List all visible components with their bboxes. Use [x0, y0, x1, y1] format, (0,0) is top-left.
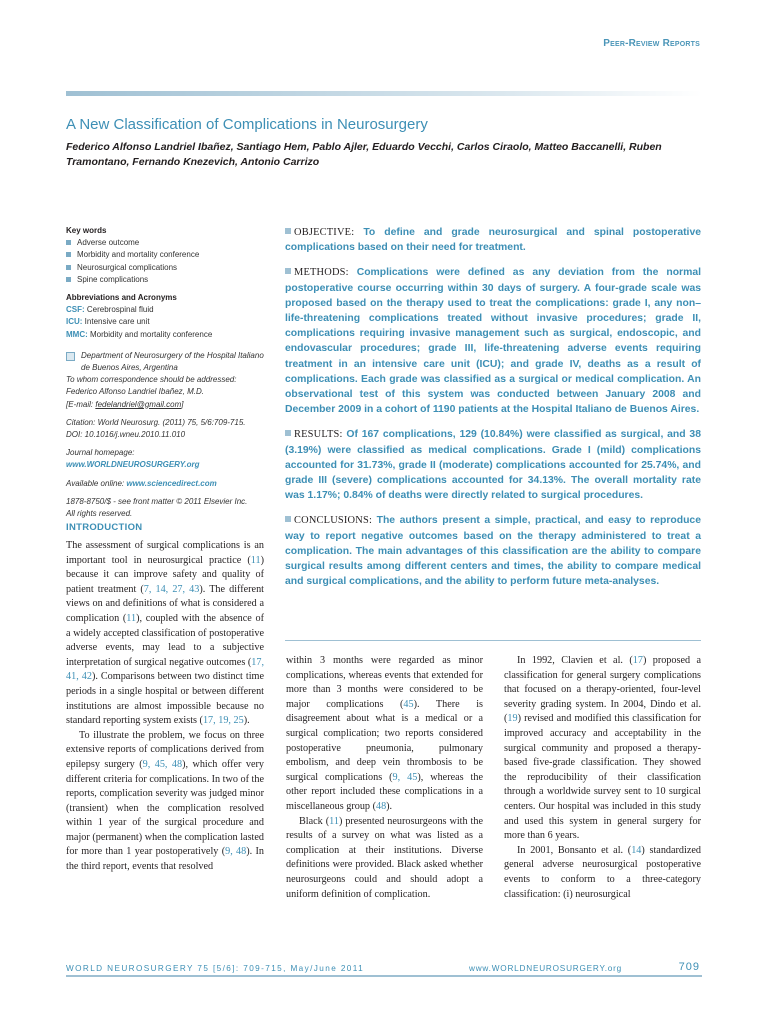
square-bullet-icon [285, 430, 291, 436]
journal-homepage-label: Journal homepage: [66, 448, 135, 458]
abbreviation-item [66, 329, 266, 341]
email-link[interactable]: fedelandriel@gmail.com [95, 399, 182, 409]
abstract-text: Of 167 complications, 129 (10.84%) were classified as surgical, and 38 (3.19%) were classified as medical complications. Grade I (mild) complications accounted for 31.73%, grade II (moderate) complications accounted for 25.74%, and grade III (severe) complications accounted for 34.13%. The overall mortality rate was 1.17%; 0.84% of deaths were directly related to surgical procedures. [285, 429, 701, 502]
email-suffix: ] [181, 399, 184, 409]
abbreviation-key: MMC: [66, 329, 88, 339]
sciencedirect-link[interactable]: www.sciencedirect.com [126, 478, 217, 488]
abbreviations-heading: Abbreviations and Acronyms [66, 293, 177, 303]
abstract-label: METHODS: [294, 267, 349, 279]
reference-link[interactable]: 11 [250, 554, 261, 566]
section-label: Peer-Review Reports [603, 38, 700, 49]
doi-line: DOI: 10.1016/j.wneu.2010.11.010 [66, 430, 186, 440]
abstract-objective [285, 225, 701, 255]
abbreviation-value: Morbidity and mortality conference [87, 329, 213, 339]
reference-link[interactable]: 45 [403, 698, 414, 710]
reference-link[interactable]: 17 [632, 655, 643, 666]
reference-link[interactable]: 17, 19, 25 [202, 715, 244, 727]
body-column-1 [66, 539, 264, 875]
abstract-text: Complications were defined as any deviation from the normal postoperative course occurring within 30 days of surgery. A four-grade scale was proposed based on the therapy used to treat the complications: grade I, any non–life-threatening complications treated without invasive procedures; grade II, complications requiring invasive management such as surgical, endoscopic, and endovascular procedures; grade III, life-threatening adverse events requiring treatment in an intensive care unit (ICU); and grade IV, deaths as a result of complications. Each grade was classified as a surgical or medical complication. An observational test of this system was conducted between January 2008 and December 2009 in a cohort of 1190 patients at the Hospital Italiano de Buenos Aires. [285, 267, 702, 416]
journal-homepage [66, 447, 266, 471]
article-metadata [66, 225, 266, 520]
keyword-item: Adverse outcome [66, 237, 266, 249]
reference-link[interactable]: 9, 48 [225, 846, 247, 858]
keyword-item: Morbidity and mortality conference [66, 249, 266, 261]
abstract-text: The authors present a simple, practical, and easy to reproduce way to report negative outcomes based on the therapy administered to treat a complication. The main advantages of this classification are the ability to compare surgical results among different centers and times, the ability to compare medical and surgical complications, and the ability to perform future meta-analyses. [285, 515, 701, 588]
body-paragraph: In 2001, Bonsanto et al. (14) standardized general adverse neurosurgical postoperative events to conform to a three-category classification: (i) neurosurgical [504, 844, 701, 900]
rights-line: All rights reserved. [66, 509, 133, 519]
abbreviation-value: Cerebrospinal fluid [84, 305, 154, 315]
affiliation-text: Department of Neurosurgery of the Hospital Italiano de Buenos Aires, Argentina [81, 350, 264, 373]
section-heading-introduction: INTRODUCTION [66, 522, 143, 533]
footer-website[interactable]: www.WORLDNEUROSURGERY.org [469, 964, 622, 973]
body-column-2 [286, 654, 483, 902]
affiliation-block [66, 350, 266, 374]
abstract-divider [285, 640, 701, 641]
abbreviation-key: ICU: [66, 317, 83, 327]
reference-link[interactable]: 19 [507, 713, 518, 725]
abbreviation-key: CSF: [66, 305, 85, 315]
available-online-label: Available online: [66, 478, 127, 488]
reference-link[interactable]: 14 [631, 844, 642, 856]
footer-rule [66, 975, 702, 977]
keyword-item: Neurosurgical complications [66, 262, 266, 274]
reference-link[interactable]: 9, 45, 48 [142, 758, 183, 770]
abstract-methods [285, 265, 701, 417]
reference-link[interactable]: 7, 14, 27, 43 [143, 583, 200, 595]
square-bullet-icon [285, 516, 291, 522]
author-list: Federico Alfonso Landriel Ibañez, Santiago Hem, Pablo Ajler, Eduardo Vecchi, Carlos Ciraolo, Matteo Baccanelli, Ruben Tramontano, Fernando Knezevich, Antonio Carrizo [66, 141, 662, 168]
abstract-text: To define and grade neurosurgical and spinal postoperative complications based on their need for treatment. [285, 227, 702, 254]
keyword-item: Spine complications [66, 274, 266, 286]
body-paragraph: In 1992, Clavien et al. (17) proposed a classification for general surgery complications that focused on a therapy-oriented, four-level severity grading system. In 2004, Dindo et al. (19) revised and modified this classification for improved accuracy and acceptability in the surgical community and proposed a therapy-based five-grade classification. They showed the reproducibility of their classification through a worldwide survey sent to 10 surgical centers. Our hospital was included in this study and used this system in general surgery for more than 6 years. [504, 655, 701, 842]
footer-journal-citation: WORLD NEUROSURGERY 75 [5/6]: 709-715, May/June 2011 [66, 964, 365, 973]
correspondence-line: To whom correspondence should be addressed: [66, 375, 237, 385]
header-rule [66, 91, 702, 96]
reference-link[interactable]: 48 [375, 800, 387, 812]
abbreviation-item [66, 304, 266, 316]
keywords-heading: Key words [66, 226, 107, 235]
reference-link[interactable]: 11 [329, 815, 339, 827]
copyright-line: 1878-8750/$ - see front matter © 2011 Elsevier Inc. [66, 496, 248, 506]
email-prefix: [E-mail: [66, 399, 96, 409]
body-column-3 [504, 654, 701, 902]
body-paragraph: Black (11) presented neurosurgeons with the results of a survey on what was listed as a complication at their institutions. Diverse definitions were provided. Black asked whether neurosurgeons could and should adopt a uniform definition of complication. [286, 815, 484, 900]
abbreviation-item [66, 316, 266, 328]
reference-link[interactable]: 11 [126, 612, 137, 624]
abbreviation-value: Intensive care unit [82, 317, 150, 327]
correspondence-author: Federico Alfonso Landriel Ibañez, M.D. [66, 387, 204, 397]
reference-link[interactable]: 9, 45 [392, 771, 418, 783]
affiliation-marker-icon [66, 352, 75, 361]
square-bullet-icon [285, 268, 291, 274]
available-online [66, 478, 266, 490]
keywords-list [66, 237, 266, 286]
reference-link[interactable]: 17, 41, 42 [66, 656, 264, 683]
body-paragraph: The assessment of surgical complications is an important tool in neurosurgical practice (11) because it can improve safety and quality of patient treatment (7, 14, 27, 43). The different views on and definitions of what is considered a complication (11), coupled with the absence of a widely accepted classification of postoperative adverse events, may lead to a subjective interpretation of surgical negative outcomes (17, 41, 42). Comparisons between two distinct time periods in a single hospital or between different institutions are almost impossible because no standard reporting system exists (17, 19, 25). [66, 540, 265, 727]
abstract-label: OBJECTIVE: [294, 227, 355, 238]
body-paragraph: To illustrate the problem, we focus on three extensive reports of complications derived from epilepsy surgery (9, 45, 48), which offer very different criteria for complications. In two of the reports, complication severity was judged minor (transient) when the complication resolved within 1 year of the surgical procedure and major (permanent) when the complication lasted for more than 1 year postoperatively (9, 48). In the third report, events that resolved [66, 729, 264, 873]
correspondence-email [66, 399, 266, 411]
abstract-label: CONCLUSIONS: [294, 515, 373, 527]
page-number: 709 [678, 961, 700, 973]
abstract [285, 225, 701, 599]
body-paragraph: within 3 months were regarded as minor complications, whereas events that extended for more than 3 months were considered to be major complications (45). There is disagreement about what is a medical or a surgical complication; two reports considered postoperative pneumonia, pulmonary embolism, and deep vein thrombosis to be surgical complications (9, 45), whereas the other report included these complications in a miscellaneous group (48). [286, 655, 484, 812]
square-bullet-icon [285, 228, 291, 234]
abstract-label: RESULTS: [294, 429, 343, 441]
abstract-results [285, 427, 701, 503]
citation-line: Citation: World Neurosurg. (2011) 75, 5/6:709-715. [66, 417, 246, 427]
abstract-conclusions [285, 513, 701, 589]
article-title: A New Classification of Complications in Neurosurgery [66, 116, 428, 133]
journal-homepage-link[interactable]: www.WORLDNEUROSURGERY.org [66, 460, 200, 470]
